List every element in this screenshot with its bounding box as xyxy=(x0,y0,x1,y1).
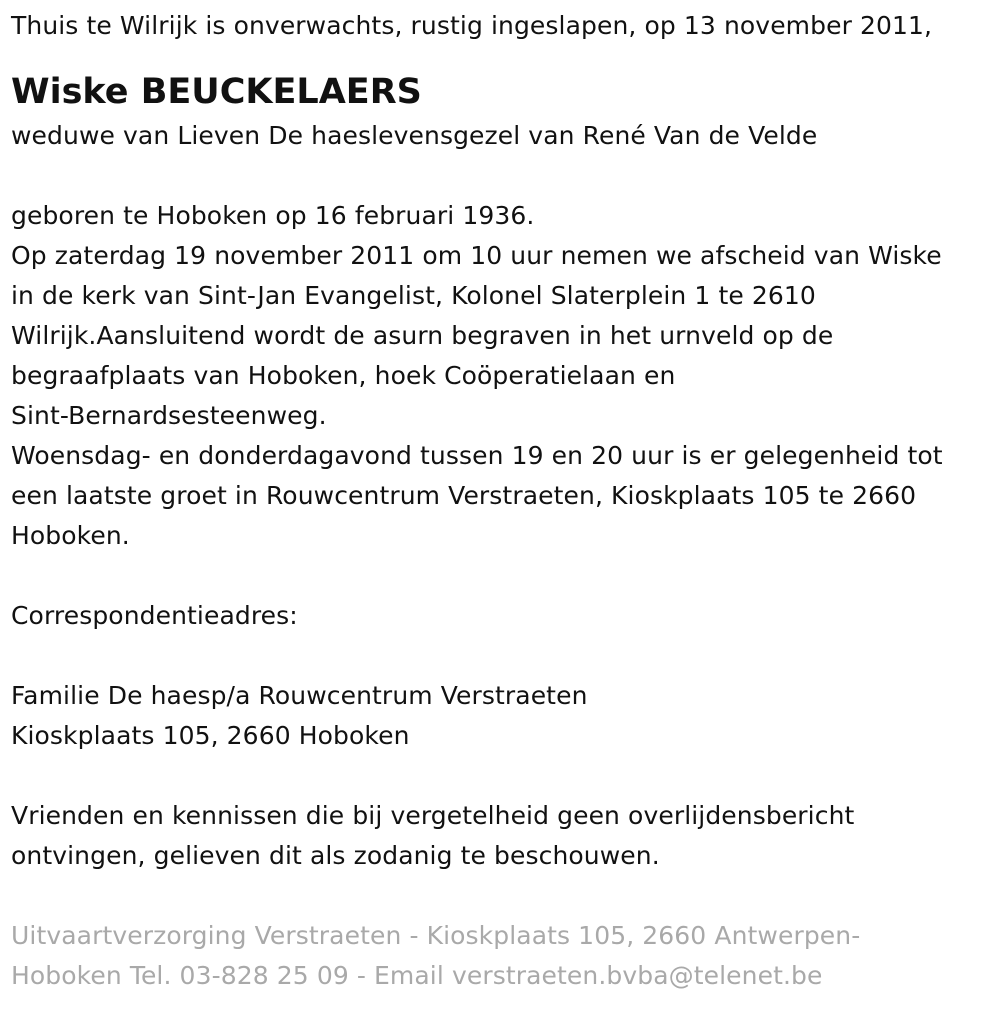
body-line: in de kerk van Sint-Jan Evangelist, Kolonel Slaterplein 1 te 2610 xyxy=(11,281,816,310)
spacer xyxy=(11,156,991,196)
footer-line: Uitvaartverzorging Verstraeten - Kioskplaats 105, 2660 Antwerpen- xyxy=(11,921,861,950)
correspondence-address xyxy=(11,676,991,756)
body-line: Wilrijk.Aansluitend wordt de asurn begraven in het urnveld op de xyxy=(11,321,834,350)
address-line: Kioskplaats 105, 2660 Hoboken xyxy=(11,721,410,750)
relations-text: weduwe van Lieven De haeslevensgezel van René Van de Velde xyxy=(11,121,818,150)
address-line: Familie De haesp/a Rouwcentrum Verstraeten xyxy=(11,681,588,710)
deceased-name: Wiske BEUCKELAERS xyxy=(11,72,422,112)
body-line: Woensdag- en donderdagavond tussen 19 en 20 uur is er gelegenheid tot xyxy=(11,441,943,470)
notice-text xyxy=(11,796,991,876)
body-line: Op zaterdag 19 november 2011 om 10 uur nemen we afscheid van Wiske xyxy=(11,241,942,270)
intro-text: Thuis te Wilrijk is onverwachts, rustig ingeslapen, op 13 november 2011, xyxy=(11,11,933,40)
correspondence-label: Correspondentieadres: xyxy=(11,601,298,630)
spacer xyxy=(11,756,991,796)
body-text xyxy=(11,196,991,556)
spacer xyxy=(11,876,991,916)
body-line: begraafplaats van Hoboken, hoek Coöperatielaan en xyxy=(11,361,676,390)
body-line: geboren te Hoboken op 16 februari 1936. xyxy=(11,201,535,230)
footer-line: Hoboken Tel. 03-828 25 09 - Email verstraeten.bvba@telenet.be xyxy=(11,961,823,990)
spacer xyxy=(11,556,991,596)
spacer xyxy=(11,636,991,676)
body-line: een laatste groet in Rouwcentrum Verstraeten, Kioskplaats 105 te 2660 xyxy=(11,481,917,510)
body-line: Sint-Bernardsesteenweg. xyxy=(11,401,327,430)
body-line: Hoboken. xyxy=(11,521,130,550)
funeral-home-footer xyxy=(11,916,991,996)
notice-line: ontvingen, gelieven dit als zodanig te beschouwen. xyxy=(11,841,660,870)
notice-line: Vrienden en kennissen die bij vergetelheid geen overlijdensbericht xyxy=(11,801,855,830)
